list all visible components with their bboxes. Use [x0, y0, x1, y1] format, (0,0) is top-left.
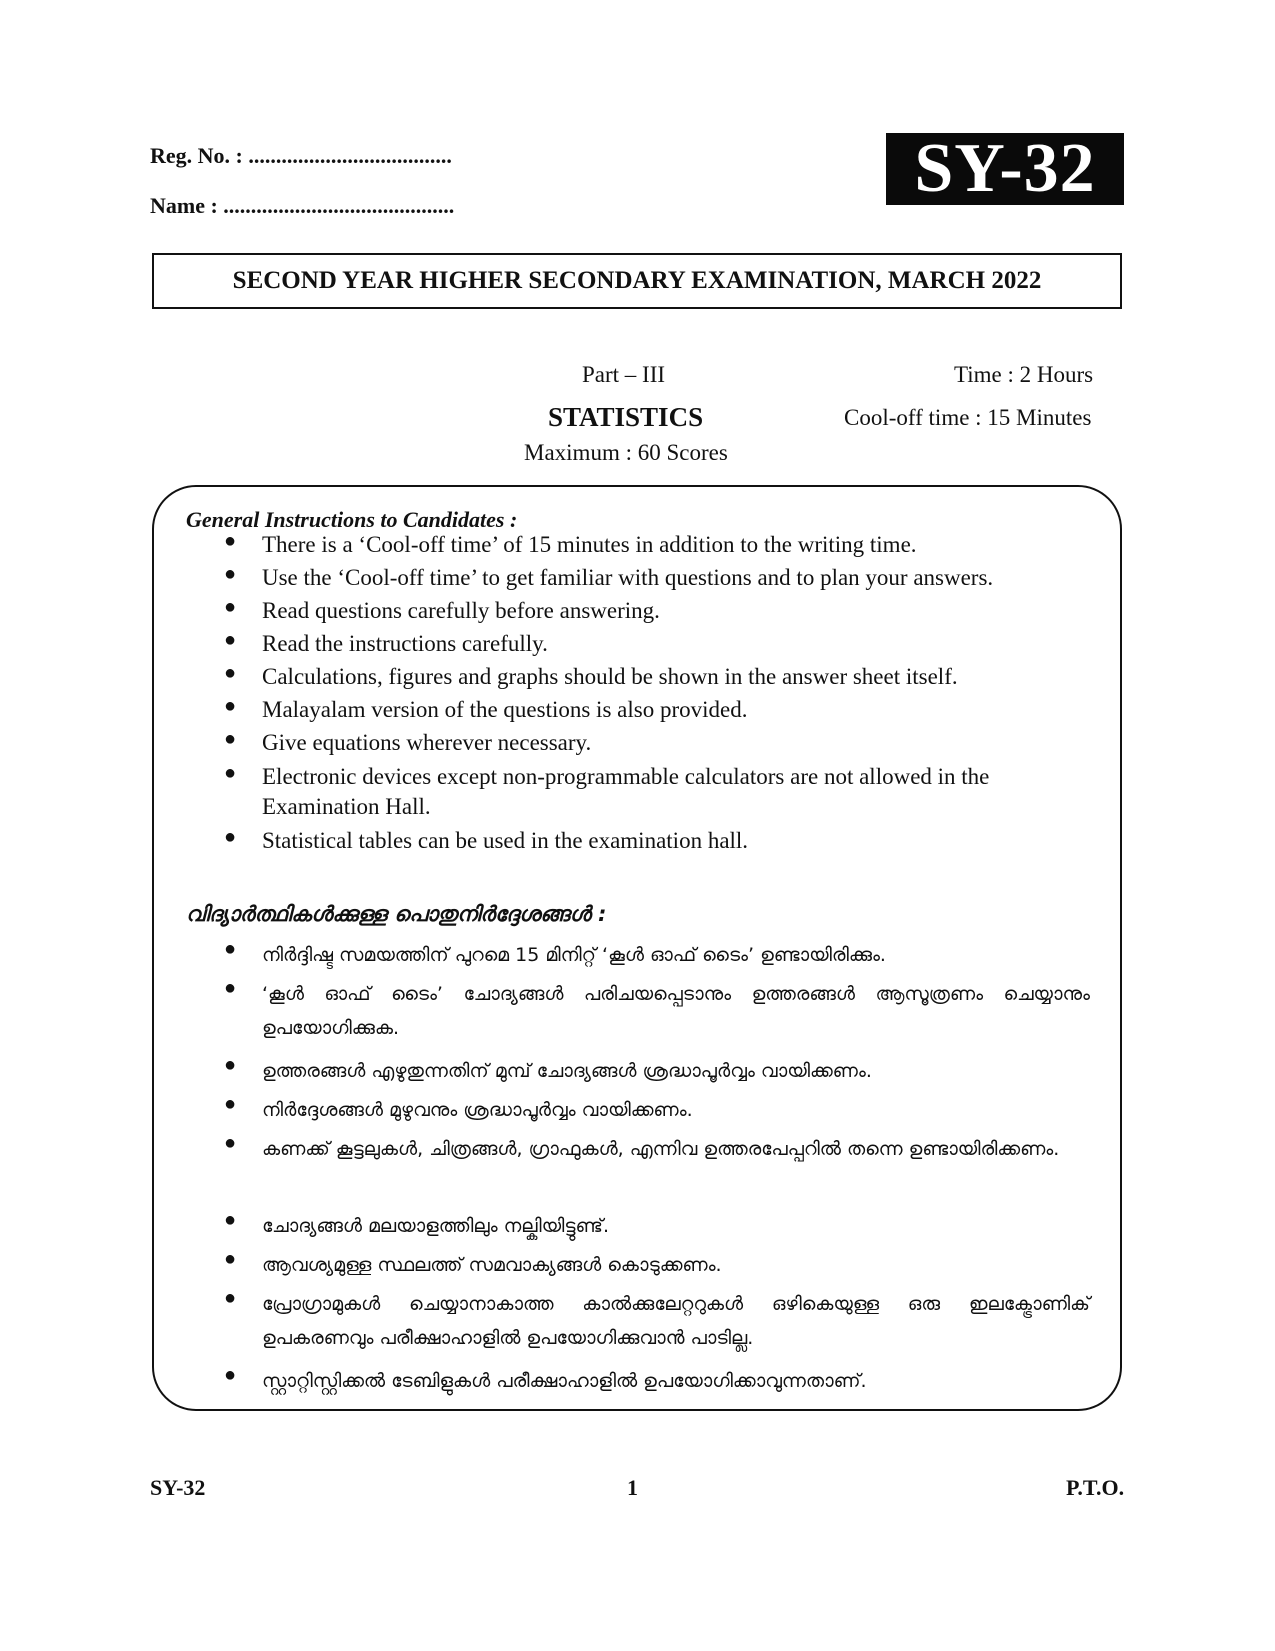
- footer-paper-code: SY-32: [150, 1475, 206, 1500]
- bullet-icon: ●: [224, 563, 237, 585]
- english-instructions-heading: General Instructions to Candidates :: [186, 507, 518, 532]
- bullet-icon: ●: [224, 1248, 237, 1270]
- malayalam-instructions-heading: വിദ്യാർത്ഥികൾക്കുള്ള പൊതുനിർദ്ദേശങ്ങൾ :: [186, 902, 607, 926]
- bullet-icon: ●: [224, 1054, 237, 1076]
- bullet-icon: ●: [224, 662, 237, 684]
- bullet-icon: ●: [224, 728, 237, 750]
- bullet-icon: ●: [224, 629, 237, 651]
- exam-time: Time : 2 Hours: [954, 362, 1094, 387]
- exam-part: Part – III: [582, 362, 666, 387]
- bullet-icon: ●: [224, 1364, 237, 1386]
- exam-subject: STATISTICS: [548, 402, 704, 432]
- page-number: 1: [627, 1475, 638, 1500]
- bullet-icon: ●: [224, 1287, 237, 1309]
- bullet-icon: ●: [224, 530, 237, 552]
- reg-no-field: Reg. No. : .....................................: [150, 143, 452, 168]
- bullet-icon: ●: [224, 762, 237, 784]
- bullet-icon: ●: [224, 938, 237, 960]
- bullet-icon: ●: [224, 596, 237, 618]
- bullet-icon: ●: [224, 826, 237, 848]
- bullet-icon: ●: [224, 1132, 237, 1154]
- max-score: Maximum : 60 Scores: [524, 440, 728, 465]
- cool-off-time: Cool-off time : 15 Minutes: [844, 405, 1092, 430]
- bullet-icon: ●: [224, 977, 237, 999]
- bullet-icon: ●: [224, 1093, 237, 1115]
- bullet-icon: ●: [224, 1209, 237, 1231]
- bullet-icon: ●: [224, 695, 237, 717]
- paper-code-badge: SY-32: [886, 133, 1124, 205]
- pto-label: P.T.O.: [1066, 1475, 1125, 1500]
- name-field: Name : ..........................................: [150, 193, 455, 218]
- exam-title: SECOND YEAR HIGHER SECONDARY EXAMINATION, MARCH 2022: [152, 253, 1122, 309]
